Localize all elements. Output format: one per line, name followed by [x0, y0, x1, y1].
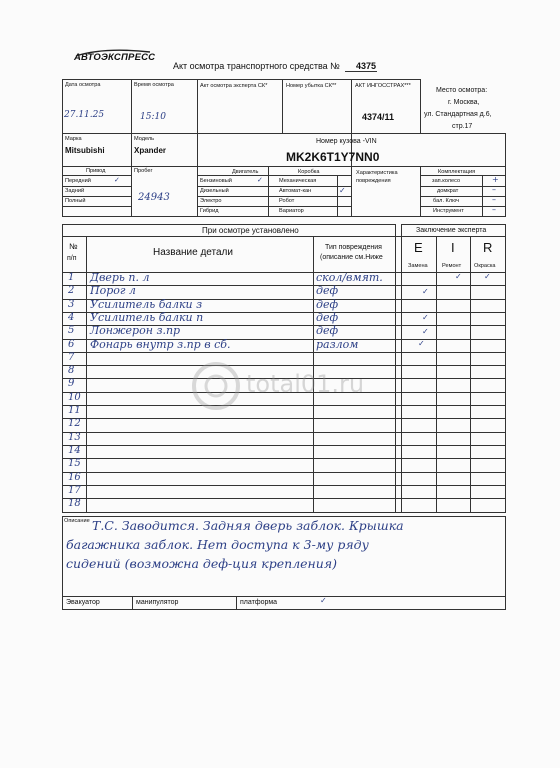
engine-option-electric: Электро	[200, 198, 222, 204]
evacuator-label: Эвакуатор	[66, 599, 100, 606]
row-number: 2	[68, 285, 75, 297]
row-number: 10	[68, 391, 81, 403]
row-number: 9	[68, 378, 75, 390]
section-title: При осмотре установлено	[202, 226, 299, 235]
mileage-label: Пробег	[134, 168, 153, 174]
form-number-underline	[345, 71, 377, 72]
description-line-1: Т.С. Заводится. Задняя дверь заблок. Крышка	[92, 518, 404, 533]
col-i-sub: Ремонт	[442, 263, 462, 269]
vin-label: Номер кузова -VIN	[316, 138, 377, 145]
kit-label: Комплектация	[438, 169, 476, 175]
damage-char-label-1: Характеристика	[356, 170, 398, 176]
row-number: 14	[68, 444, 81, 456]
place-line-1: г. Москва,	[448, 99, 480, 106]
make-label: Марка	[65, 136, 82, 142]
row-damage-type: деф	[316, 297, 339, 311]
kit-mark-spare-wheel: +	[492, 175, 499, 184]
row-number: 13	[68, 431, 81, 443]
row-number: 15	[68, 458, 81, 470]
row-part-name: Лонжерон з.пр	[90, 324, 181, 338]
drive-option-front: Передний	[65, 178, 91, 184]
make-value: Mitsubishi	[65, 146, 105, 155]
table-row	[0, 312, 560, 325]
kit-item-jack: домкрат	[437, 188, 459, 194]
row-number: 18	[68, 498, 81, 510]
row-number: 6	[68, 338, 75, 350]
gearbox-option-manual: Механическая	[279, 178, 317, 184]
col-e-sub: Замена	[408, 263, 428, 269]
table-row	[0, 472, 560, 485]
col-r-header: R	[483, 240, 493, 255]
form-title: Акт осмотра транспортного средства №	[173, 61, 340, 71]
row-4-replace-check-icon: ✓	[422, 313, 429, 322]
table-row	[0, 498, 560, 511]
table-row	[0, 458, 560, 471]
row-6-replace-check-icon: ✓	[418, 339, 425, 348]
engine-petrol-check-icon: ✓	[257, 176, 263, 184]
place-line-2: ул. Стандартная д.6,	[424, 111, 492, 118]
row-number: 11	[68, 405, 81, 416]
col-name-header: Название детали	[153, 247, 233, 258]
row-number: 1	[68, 272, 75, 283]
description-line-2: багажника заблок. Нет доступа к 3-му ряду	[66, 537, 369, 552]
row-number: 4	[68, 311, 75, 323]
row-part-name: Фонарь внутр з.пр в сб.	[90, 337, 231, 351]
logo-swoosh-icon	[74, 49, 152, 57]
place-label: Место осмотра:	[436, 87, 488, 94]
ingos-act-value: 4374/11	[362, 112, 395, 122]
engine-label: Двигатель	[232, 169, 259, 175]
row-damage-type: деф	[316, 324, 339, 338]
form-number: 4375	[356, 61, 377, 71]
row-number: 7	[68, 351, 75, 363]
table-row	[0, 299, 560, 312]
date-label: Дата осмотра	[65, 82, 101, 88]
table-row	[0, 272, 560, 285]
loss-number-label: Номер убытка СК**	[286, 83, 337, 89]
time-label: Время осмотра	[134, 82, 174, 88]
row-part-name: Усилитель балки з	[90, 297, 203, 311]
col-r-sub: Окраска	[474, 263, 496, 269]
engine-option-petrol: Бензиновый	[200, 178, 232, 184]
kit-mark-tools: –	[492, 205, 496, 214]
drive-front-check-icon: ✓	[114, 176, 120, 184]
description-line-3: сидений (возможна деф-ция крепления)	[66, 556, 337, 571]
row-2-replace-check-icon: ✓	[422, 287, 429, 296]
col-e-header: E	[414, 240, 423, 255]
platform-label: платформа	[240, 599, 278, 606]
row-part-name: Порог л	[90, 284, 136, 298]
row-number: 3	[68, 298, 75, 310]
description-label: Описание	[64, 518, 90, 524]
gearbox-label: Коробка	[298, 169, 320, 175]
row-damage-type: разлом	[316, 337, 359, 351]
row-part-name: Дверь п. л	[90, 271, 150, 284]
vin-value: MK2K6T1Y7NN0	[286, 150, 380, 164]
table-row	[0, 285, 560, 298]
table-row	[0, 485, 560, 498]
watermark-text: total01.ru	[246, 370, 365, 398]
col-type-header-1: Тип повреждения	[325, 244, 382, 251]
row-damage-type: деф	[316, 284, 339, 298]
expert-act-label: Акт осмотра эксперта СК*	[200, 83, 268, 89]
drive-option-full: Полный	[65, 198, 86, 204]
col-num-header-1: №	[69, 242, 78, 251]
kit-item-tools: Инструмент	[433, 208, 464, 214]
gearbox-option-auto: Автомат-кан	[279, 188, 312, 194]
col-i-header: I	[451, 240, 455, 255]
row-number: 12	[68, 418, 81, 430]
mileage-value: 24943	[138, 192, 170, 203]
row-number: 17	[68, 484, 81, 496]
date-value: 27.11.25	[64, 110, 105, 120]
conclusion-title: Заключение эксперта	[416, 227, 487, 234]
manipulator-label: манипулятор	[136, 599, 179, 606]
table-row	[0, 325, 560, 338]
platform-check-icon: ✓	[320, 596, 327, 605]
col-num-header-2: п/п	[67, 255, 77, 262]
row-1-repair-check-icon: ✓	[455, 272, 462, 281]
table-row	[0, 339, 560, 352]
watermark	[186, 356, 386, 416]
kit-item-wrench: бал. Ключ	[433, 198, 460, 204]
row-damage-type: скол/вмят.	[316, 271, 383, 284]
engine-option-diesel: Дизельный	[200, 188, 229, 194]
company-logo	[74, 52, 156, 68]
row-number: 5	[68, 325, 75, 337]
model-label: Модель	[134, 136, 155, 142]
ingos-act-label: АКТ ИНГОССТРАХ***	[355, 83, 411, 89]
damage-char-label-2: повреждения	[356, 178, 391, 184]
engine-option-hybrid: Гибрид	[200, 208, 219, 214]
time-value: 15:10	[140, 112, 166, 122]
table-row	[0, 432, 560, 445]
kit-item-spare-wheel: зап.колесо	[432, 178, 461, 184]
table-row	[0, 418, 560, 431]
drive-option-rear: Задний	[65, 188, 85, 194]
model-value: Xpander	[134, 146, 167, 155]
row-damage-type: деф	[316, 310, 339, 324]
kit-mark-jack: –	[492, 185, 496, 194]
gearbox-option-robot: Робот	[279, 198, 295, 204]
kit-mark-wrench: –	[492, 195, 496, 204]
drive-label: Привод	[86, 168, 106, 174]
row-5-replace-check-icon: ✓	[422, 327, 429, 336]
row-1-paint-check-icon: ✓	[484, 272, 491, 281]
row-number: 8	[68, 365, 75, 377]
table-row	[0, 445, 560, 458]
logo-text: АВТОЭКСПРЕСС	[74, 52, 156, 63]
row-number: 16	[68, 471, 81, 483]
col-type-header-2: (описание см.Ниже	[320, 254, 383, 261]
row-part-name: Усилитель балки п	[90, 310, 204, 324]
place-line-3: стр.17	[452, 123, 473, 130]
gearbox-auto-check-icon: ✓	[339, 186, 346, 195]
gearbox-option-cvt: Вариатор	[279, 208, 304, 214]
